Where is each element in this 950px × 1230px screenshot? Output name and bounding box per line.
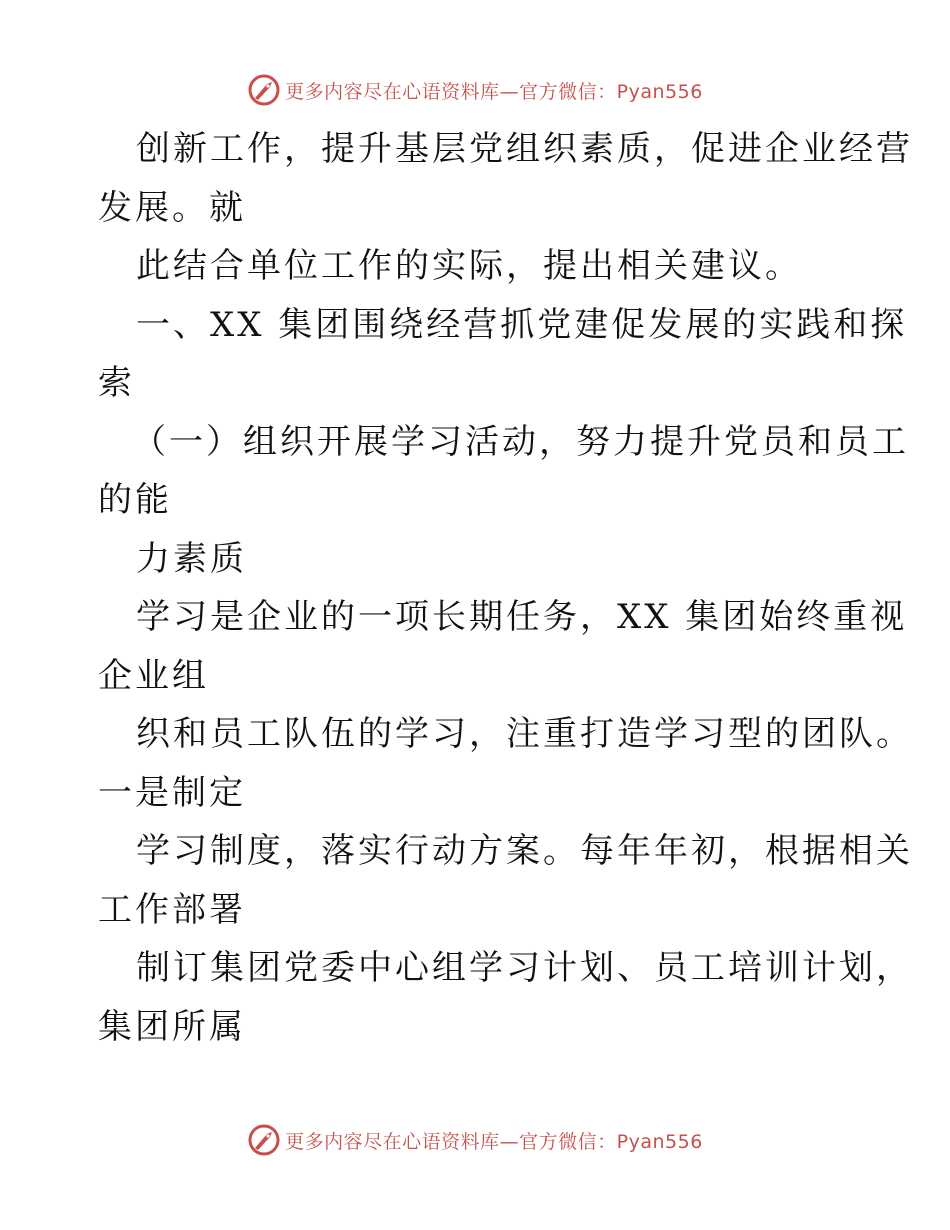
text-line: 一是制定 [98, 772, 246, 813]
pen-nib-logo-icon [247, 1123, 281, 1157]
subsection-heading: （一）组织开展学习活动，努力提升党员和员工 [132, 421, 909, 462]
text-line: 集团所属 [98, 1006, 246, 1047]
text-line: 织和员工队伍的学习，注重打造学习型的团队。 [136, 714, 913, 754]
watermark-banner-bottom [0, 1120, 950, 1160]
text-line: 此结合单位工作的实际，提出相关建议。 [136, 246, 802, 286]
section-heading: 一、XX 集团围绕经营抓党建促发展的实践和探 [136, 304, 908, 345]
pen-nib-logo-icon [247, 73, 281, 107]
subsection-heading-cont: 的能 [98, 480, 172, 520]
watermark-banner-top [0, 70, 950, 110]
section-heading-cont: 索 [98, 363, 135, 403]
text-line: 创新工作，提升基层党组织素质，促进企业经营 [136, 129, 913, 169]
text-line: 学习是企业的一项长期任务，XX 集团始终重视 [136, 597, 908, 637]
watermark-text: 更多内容尽在心语资料库—官方微信：Pyan556 [285, 80, 703, 103]
document-body [98, 120, 913, 1056]
subsection-heading-cont: 力素质 [136, 538, 247, 579]
text-line: 学习制度，落实行动方案。每年年初，根据相关 [136, 831, 913, 871]
text-line: 工作部署 [98, 889, 246, 930]
watermark-text: 更多内容尽在心语资料库—官方微信：Pyan556 [285, 1130, 703, 1153]
text-line: 企业组 [98, 655, 209, 696]
text-line: 制订集团党委中心组学习计划、员工培训计划， [136, 948, 913, 988]
text-line: 发展。就 [98, 187, 246, 228]
